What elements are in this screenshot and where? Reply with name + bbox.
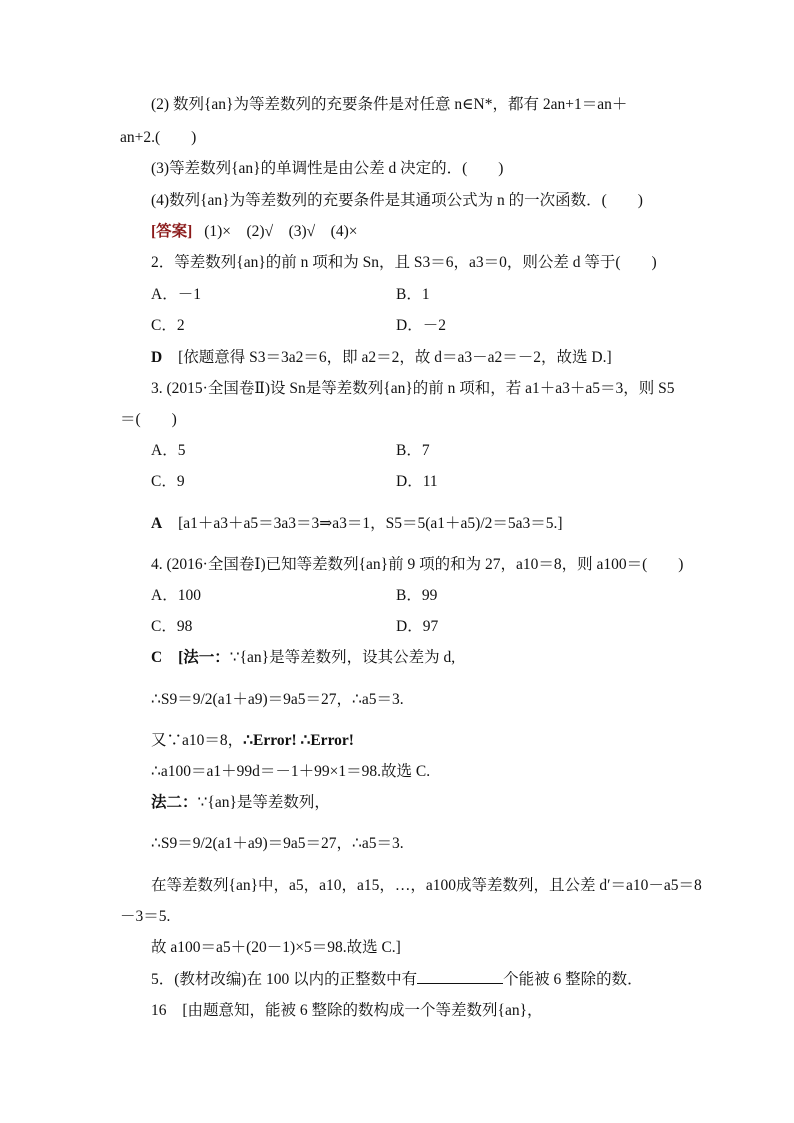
q4-method1-error: ∴Error! ∴Error! [243,732,354,749]
q5-stem-tail: 个能被 6 整除的数． [503,971,643,988]
q4-method2-label: 法二： [151,794,198,811]
q4-method2-line3a: 在等差数列{an}中，a5，a10，a15，…，a100成等差数列，且公差 d′＝a10－a5＝8 [151,877,702,894]
q2-stem: 2．等差数列{an}的前 n 项和为 Sn，且 S3＝6，a3＝0，则公差 d 等于( ) [151,254,657,271]
q4-option-a: A．100 [151,587,201,604]
q3-answer [151,514,563,534]
q5-answer-text: [由题意知，能被 6 整除的数构成一个等差数列{an}， [182,1002,543,1019]
q2-option-a: A．－1 [151,286,201,303]
q4-method1-line4: ∴a100＝a1＋99d＝－1＋99×1＝98.故选 C. [151,763,431,780]
q2-option-b: B．1 [396,286,430,303]
q4-method1-line3-text: 又∵a10＝8， [151,732,244,749]
q4-method2-line2: ∴S9＝9/2(a1＋a9)＝9a5＝27，∴a5＝3. [151,835,404,852]
q1-item2-line2: an+2.( ) [120,129,197,146]
q4-method2-line4: 故 a100＝a5＋(20－1)×5＝98.故选 C.] [151,939,401,956]
q5-stem-text: 5．(教材改编)在 100 以内的正整数中有 [151,971,418,988]
q4-method1-line2: ∴S9＝9/2(a1＋a9)＝9a5＝27，∴a5＝3. [151,691,404,708]
q3-answer-text: [a1＋a3＋a5＝3a3＝3⇒a3＝1，S5＝5(a1＋a5)/2＝5a3＝5.] [178,515,563,532]
q1-item3: (3)等差数列{an}的单调性是由公差 d 决定的．( ) [151,160,504,177]
q4-option-c: C．98 [151,618,193,635]
q3-option-c: C．9 [151,473,185,490]
q3-answer-letter: A [151,515,163,532]
q5-answer-value: 16 [151,1002,167,1019]
q4-option-d: D．97 [396,618,439,635]
q4-answer-letter: C [151,649,163,666]
q4-method1-line1: ∵{an}是等差数列，设其公差为 d, [229,649,456,666]
answer-tag: [答案] [151,223,193,240]
q3-stem-line2: ＝( ) [120,411,177,428]
q4-method1-line3 [151,731,354,751]
q4-method2-line3b: －3＝5. [120,908,171,925]
q2-option-c: C．2 [151,317,185,334]
q4-method2-intro [151,793,330,813]
q2-answer-text: [依题意得 S3＝3a2＝6，即 a2＝2，故 d＝a3－a2＝－2，故选 D.] [178,349,612,366]
q4-option-b: B．99 [396,587,438,604]
q2-answer [151,348,612,368]
q1-answer-text: (1)× (2)√ (3)√ (4)× [204,223,358,240]
q4-method1-intro [151,648,455,668]
q1-item2-line1: (2) 数列{an}为等差数列的充要条件是对任意 n∈N*，都有 2an+1＝an＋ [151,96,628,113]
q1-item4: (4)数列{an}为等差数列的充要条件是其通项公式为 n 的一次函数．( ) [151,192,643,209]
q4-stem: 4. (2016·全国卷Ⅰ)已知等差数列{an}前 9 项的和为 27，a10＝8，则 a100＝( ) [151,556,684,573]
q3-option-b: B．7 [396,442,430,459]
q2-answer-letter: D [151,349,163,366]
q1-answer [151,222,358,242]
q3-option-d: D．11 [396,473,438,490]
q2-option-d: D．－2 [396,317,446,334]
q4-method1-label: [法一： [178,649,230,666]
q3-option-a: A．5 [151,442,186,459]
answer-blank [417,969,503,984]
q5-stem [151,969,643,990]
q5-answer [151,1001,543,1021]
q3-stem-line1: 3. (2015·全国卷Ⅱ)设 Sn是等差数列{an}的前 n 项和，若 a1＋a3＋a5＝3，则 S5 [151,380,675,397]
q4-method2-line1: ∵{an}是等差数列， [197,794,330,811]
